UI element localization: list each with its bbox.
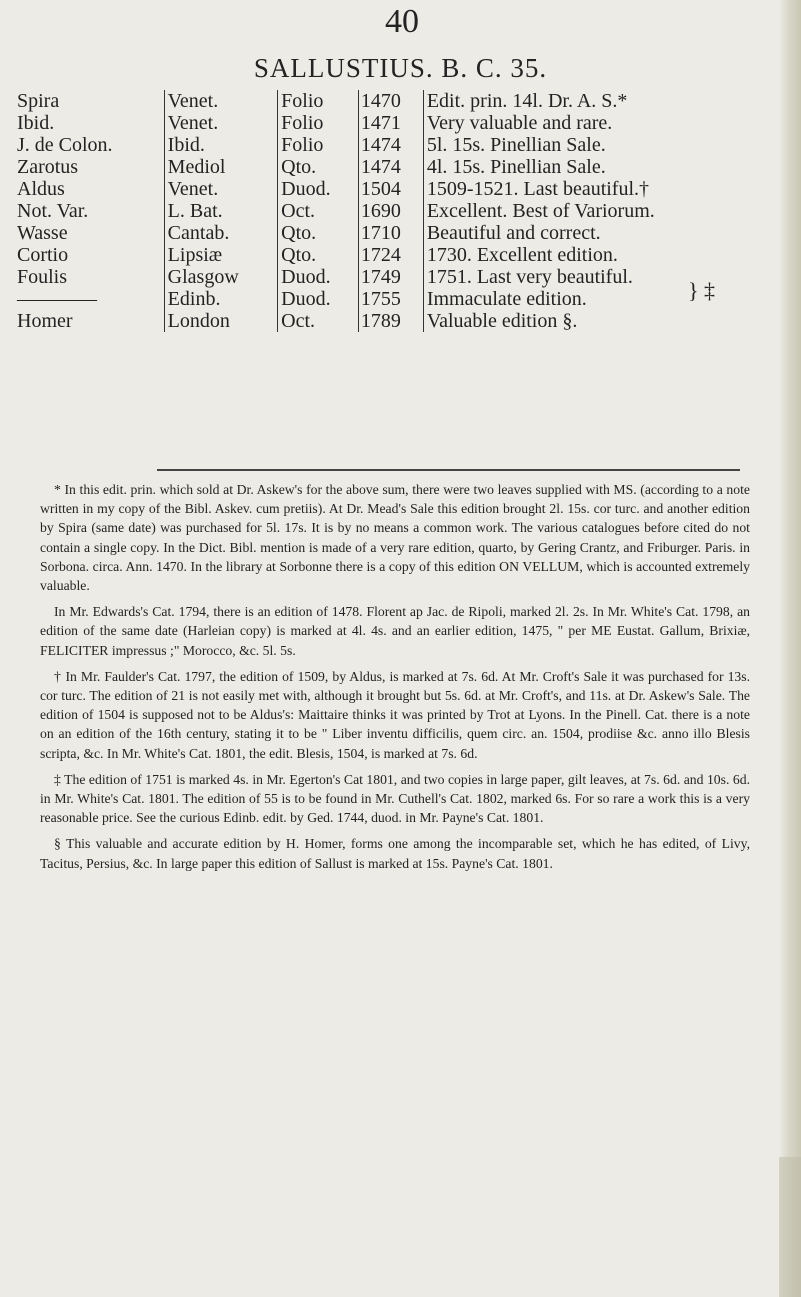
brace-mark: } ‡	[688, 278, 716, 303]
edition-remark: Edit. prin. 14l. Dr. A. S.*	[423, 90, 773, 112]
edition-editor: Homer	[17, 310, 73, 332]
edition-remark: Immaculate edition.	[423, 288, 773, 310]
edition-size: Folio	[278, 112, 359, 134]
edition-year: 1474	[358, 156, 423, 178]
footnotes	[40, 480, 750, 873]
edition-place: Venet.	[164, 178, 277, 200]
edition-editor: Not. Var.	[17, 200, 89, 222]
edition-year: 1471	[358, 112, 423, 134]
running-head: SALLUSTIUS. B. C. 35.	[253, 53, 548, 83]
edition-editor: Foulis	[17, 266, 68, 288]
edition-year: 1724	[358, 244, 423, 266]
edition-row	[13, 134, 773, 156]
edition-row	[13, 288, 773, 310]
footnote-star: * In this edit. prin. which sold at Dr. Askew's for the above sum, there were two leaves supplied with MS. (according to a note written in my copy of the Bibl. Askev. cum pretiis). At Dr. Mead's Sale this edition brought 2l. 15s. cor turc. and another edition by Spira (same date) was purchased for 5l. 17s. It is by no means a common work. The various catalogues before cited do not contain a single copy. In the Dict. Bibl. mention is made of a very rare edition, quarto, by Gering Crantz, and Friburger. Paris. in Sorbona. circa. Ann. 1470. In the library at Sorbonne there is a copy of this edition ON VELLUM, which is accounted extremely valuable.	[40, 482, 750, 594]
edition-remark: Very valuable and rare.	[423, 112, 773, 134]
footnote-section: § This valuable and accurate edition by H. Homer, forms one among the incomparable set, which he has edited, of Livy, Tacitus, Persius, &c. In large paper this edition of Sallust is marked at 15s. Payne's Cat. 1801.	[40, 836, 750, 871]
edition-place: Lipsiæ	[164, 244, 277, 266]
page-edge-shadow	[779, 0, 801, 1297]
edition-row	[13, 200, 773, 222]
edition-year: 1755	[358, 288, 423, 310]
edition-year: 1690	[358, 200, 423, 222]
edition-year: 1504	[358, 178, 423, 200]
edition-size: Oct.	[278, 310, 359, 332]
edition-size: Folio	[278, 90, 359, 112]
edition-row	[13, 244, 773, 266]
edition-size: Duod.	[278, 178, 359, 200]
edition-size: Qto.	[278, 156, 359, 178]
page-edge-stain	[779, 1157, 801, 1297]
edition-row	[13, 156, 773, 178]
edition-remark: 1730. Excellent edition.	[423, 244, 773, 266]
edition-size: Folio	[278, 134, 359, 156]
edition-editor: Aldus	[17, 178, 65, 200]
edition-year: 1470	[358, 90, 423, 112]
footnote-dagger: † In Mr. Faulder's Cat. 1797, the edition of 1509, by Aldus, is marked at 7s. 6d. At Mr. Croft's Sale it was purchased for 13s. cor turc. The edition of 21 is not easily met with, although it brought but 5s. 6d. at Mr. Croft's, and 11s. at Dr. Askew's Sale. The edition of 1504 is supposed not to be Aldus's: Maittaire thinks it was printed by Trot at Lyons. In the Pinell. Cat. there is a note on an edition of the 16th century, stating it to be " Liber inventu difficilis, quem circ. an. 1504, prodiise &c. anno illo Blesis scripta, &c. In Mr. White's Cat. 1801, the edit. Blesis, 1504, is marked at 7s. 6d.	[40, 668, 750, 761]
edition-place: Cantab.	[164, 222, 277, 244]
edition-size: Duod.	[278, 266, 359, 288]
edition-remark: Excellent. Best of Variorum.	[423, 200, 773, 222]
edition-size: Qto.	[278, 244, 359, 266]
edition-remark: Valuable edition §.	[423, 310, 773, 332]
edition-place: Glasgow	[164, 266, 277, 288]
edition-remark: 1509-1521. Last beautiful.†	[423, 178, 773, 200]
edition-year: 1710	[358, 222, 423, 244]
edition-remark: 5l. 15s. Pinellian Sale.	[423, 134, 773, 156]
editions-table	[13, 90, 773, 332]
edition-editor: Ibid.	[17, 112, 55, 134]
edition-row	[13, 310, 773, 332]
page-number: 40	[385, 3, 419, 40]
edition-size: Oct.	[278, 200, 359, 222]
edition-row	[13, 112, 773, 134]
edition-editor: Spira	[17, 90, 60, 112]
edition-place: Edinb.	[164, 288, 277, 310]
edition-year: 1474	[358, 134, 423, 156]
edition-remark: Beautiful and correct.	[423, 222, 773, 244]
edition-remark: 4l. 15s. Pinellian Sale.	[423, 156, 773, 178]
edition-row	[13, 90, 773, 112]
footnote-continuation: In Mr. Edwards's Cat. 1794, there is an edition of 1478. Florent ap Jac. de Ripoli, marked 2l. 2s. In Mr. White's Cat. 1798, an edition of the same date (Harleian copy) is marked at 4l. 4s. and an earlier edition, 1475, " per ME Eustat. Gallum, Brixiæ, FELICITER impressus ;" Morocco, &c. 5l. 5s.	[40, 604, 750, 658]
edition-place: L. Bat.	[164, 200, 277, 222]
edition-editor: Zarotus	[17, 156, 79, 178]
edition-place: Venet.	[164, 90, 277, 112]
edition-year: 1749	[358, 266, 423, 288]
footnote-double-dagger: ‡ The edition of 1751 is marked 4s. in Mr. Egerton's Cat 1801, and two copies in large paper, gilt leaves, at 7s. 6d. and 10s. 6d. in Mr. White's Cat. 1801. The edition of 55 is to be found in Mr. Cuthell's Cat. 1802, marked 6s. For so rare a work this is a very reasonable price. See the curious Edinb. edit. by Ged. 1744, duod. in Mr. Payne's Cat. 1801.	[40, 771, 750, 826]
edition-size: Duod.	[278, 288, 359, 310]
edition-remark: 1751. Last very beautiful.	[423, 266, 773, 288]
edition-row	[13, 222, 773, 244]
edition-row	[13, 266, 773, 288]
edition-place: Mediol	[164, 156, 277, 178]
edition-row	[13, 178, 773, 200]
edition-year: 1789	[358, 310, 423, 332]
edition-editor: Wasse	[17, 222, 68, 244]
footnote-rule	[157, 469, 740, 471]
edition-place: Venet.	[164, 112, 277, 134]
edition-editor: J. de Colon.	[17, 134, 113, 156]
edition-place: London	[164, 310, 277, 332]
edition-editor: ————	[17, 288, 97, 310]
edition-place: Ibid.	[164, 134, 277, 156]
edition-size: Qto.	[278, 222, 359, 244]
edition-editor: Cortio	[17, 244, 69, 266]
